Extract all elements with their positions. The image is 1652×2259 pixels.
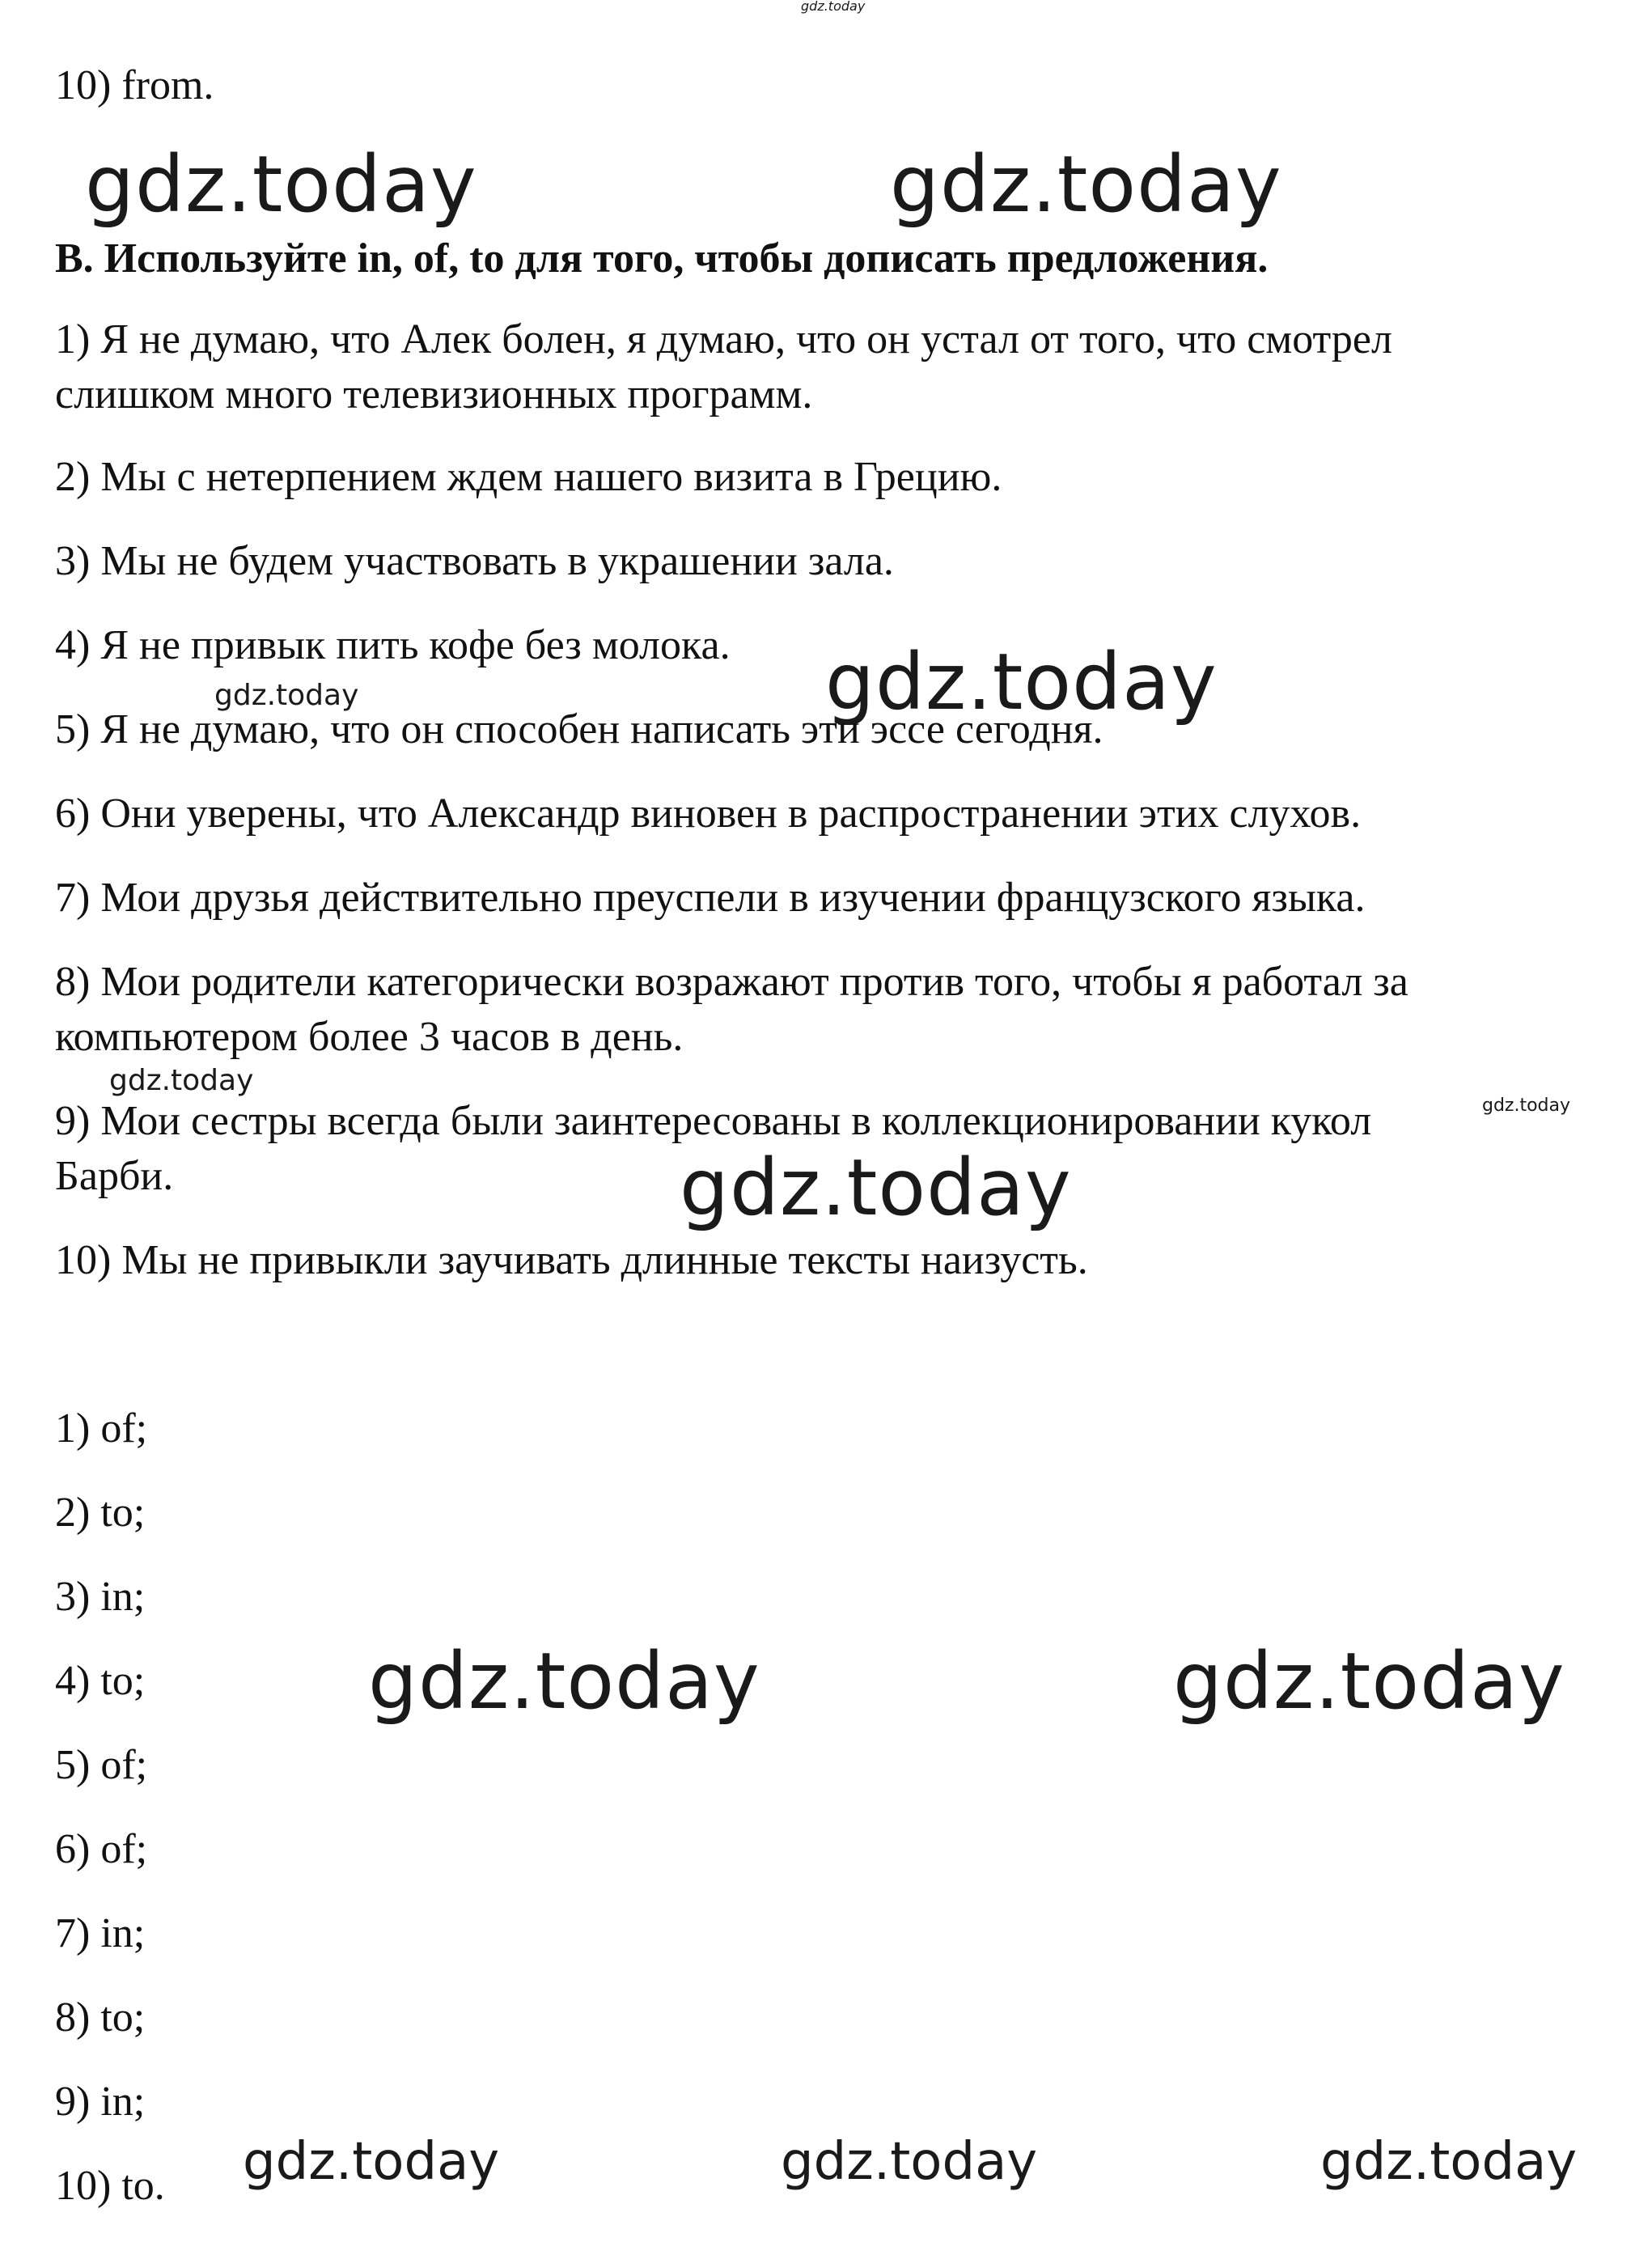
watermark-2: gdz.today <box>890 139 1282 230</box>
sentence-line: 5) Я не думаю, что он способен написать эти эссе сегодня. <box>55 706 1103 752</box>
sentence-line: компьютером более 3 часов в день. <box>55 1014 684 1060</box>
sentence-line: 3) Мы не будем участвовать в украшении зала. <box>55 538 894 584</box>
answer-item: 3) in; <box>55 1574 146 1620</box>
watermark-5: gdz.today <box>109 1064 254 1097</box>
answer-item: 4) to; <box>55 1658 146 1704</box>
watermark-12: gdz.today <box>1320 2132 1578 2192</box>
answer-item: 9) in; <box>55 2079 146 2125</box>
answer-item: 10) to. <box>55 2163 165 2209</box>
answer-item: 1) of; <box>55 1405 148 1452</box>
watermark-9: gdz.today <box>1173 1636 1565 1727</box>
answer-item: 5) of; <box>55 1742 148 1788</box>
answer-item: 6) of; <box>55 1826 148 1872</box>
sentence-line: 4) Я не привык пить кофе без молока. <box>55 622 731 668</box>
watermark-10: gdz.today <box>243 2132 500 2192</box>
watermark-8: gdz.today <box>368 1636 760 1727</box>
answer-item: 8) to; <box>55 1994 146 2041</box>
watermark-11: gdz.today <box>781 2132 1038 2192</box>
watermark-top: gdz.today <box>801 0 866 14</box>
watermark-7: gdz.today <box>680 1142 1072 1233</box>
sentence-line: 6) Они уверены, что Александр виновен в распространении этих слухов. <box>55 790 1362 837</box>
watermark-3: gdz.today <box>825 637 1218 727</box>
watermark-6: gdz.today <box>1482 1096 1571 1116</box>
sentence-line: 8) Мои родители категорически возражают против того, чтобы я работал за <box>55 959 1408 1005</box>
sentence-line: слишком много телевизионных программ. <box>55 371 813 417</box>
section-heading: B. Используйте in, of, to для того, чтобы дописать предложения. <box>55 235 1269 282</box>
watermark-1: gdz.today <box>85 139 477 230</box>
answer-item: 7) in; <box>55 1910 146 1956</box>
watermark-4: gdz.today <box>214 679 359 712</box>
sentence-line: 7) Мои друзья действительно преуспели в изучении французского языка. <box>55 875 1366 921</box>
sentence-line: 1) Я не думаю, что Алек болен, я думаю, что он устал от того, что смотрел <box>55 316 1392 362</box>
sentence-line: Барби. <box>55 1153 174 1199</box>
previous-answer-line: 10) from. <box>55 62 214 108</box>
sentence-line: 10) Мы не привыкли заучивать длинные тексты наизусть. <box>55 1237 1088 1283</box>
sentence-line: 2) Мы с нетерпением ждем нашего визита в Грецию. <box>55 454 1002 500</box>
answer-item: 2) to; <box>55 1490 146 1536</box>
sentence-line: 9) Мои сестры всегда были заинтересованы в коллекционировании кукол <box>55 1098 1372 1144</box>
